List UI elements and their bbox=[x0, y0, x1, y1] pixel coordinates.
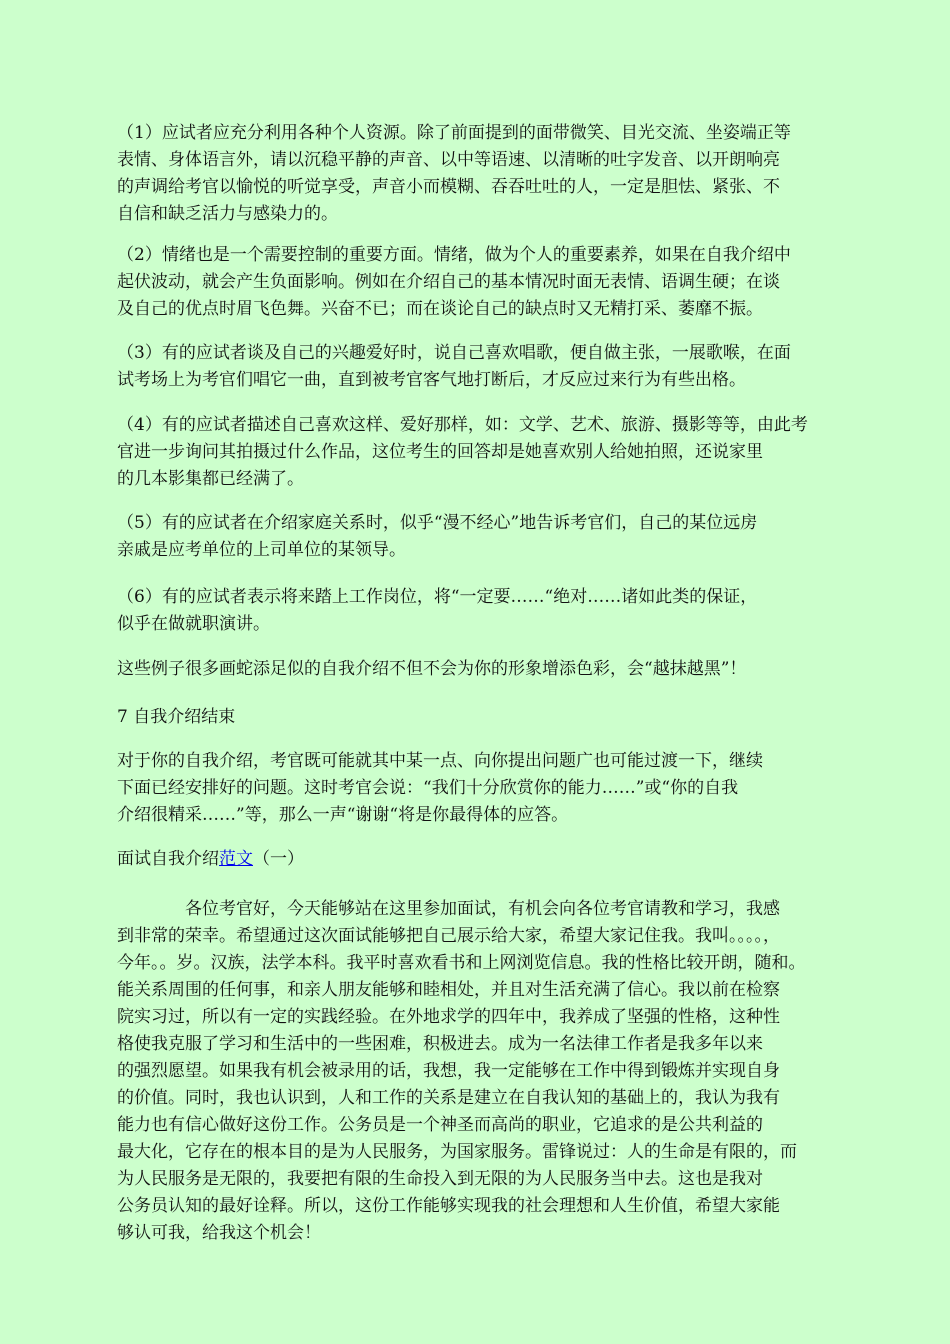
paragraph-2 bbox=[117, 242, 839, 323]
paragraph-5 bbox=[117, 510, 839, 564]
text-line: 院实习过，所以有一定的实践经验。在外地求学的四年中，我养成了坚强的性格，这种性 bbox=[117, 1007, 780, 1027]
text-line: 试考场上为考官们唱它一曲，直到被考官客气地打断后，才反应过来行为有些出格。 bbox=[117, 370, 746, 390]
text-line: （5）有的应试者在介绍家庭关系时，似乎“漫不经心”地告诉考官们，自己的某位远房 bbox=[117, 513, 758, 533]
text-line: （2）情绪也是一个需要控制的重要方面。情绪，做为个人的重要素养，如果在自我介绍中 bbox=[117, 245, 791, 265]
text-line: 亲戚是应考单位的上司单位的某领导。 bbox=[117, 540, 406, 560]
text-line: 7 自我介绍结束 bbox=[117, 707, 236, 727]
text-line: （1）应试者应充分利用各种个人资源。除了前面提到的面带微笑、目光交流、坐姿端正等 bbox=[117, 123, 791, 143]
text-line: 这些例子很多画蛇添足似的自我介绍不但不会为你的形象增添色彩，会“越抹越黑”！ bbox=[117, 659, 747, 679]
paragraph-7 bbox=[117, 656, 839, 683]
paragraph-4 bbox=[117, 412, 839, 493]
text-line: 官进一步询问其拍摄过什么作品，这位考生的回答却是她喜欢别人给她拍照，还说家里 bbox=[117, 442, 763, 462]
sample-heading-suffix: （一） bbox=[253, 849, 304, 869]
sample-heading bbox=[117, 846, 839, 873]
text-line: 起伏波动，就会产生负面影响。例如在介绍自己的基本情况时面无表情、语调生硬；在谈 bbox=[117, 272, 780, 292]
paragraph-1 bbox=[117, 120, 839, 228]
text-line: 最大化，它存在的根本目的是为人民服务，为国家服务。雷锋说过：人的生命是有限的，而 bbox=[117, 1142, 797, 1162]
text-line: 的价值。同时，我也认识到，人和工作的关系是建立在自我认知的基础上的，我认为我有 bbox=[117, 1088, 780, 1108]
text-line: 表情、身体语言外，请以沉稳平静的声音、以中等语速、以清晰的吐字发音、以开朗响亮 bbox=[117, 150, 780, 170]
text-line: （6）有的应试者表示将来踏上工作岗位，将“一定要……“绝对……诸如此类的保证， bbox=[117, 587, 758, 607]
text-line: 似乎在做就职演讲。 bbox=[117, 614, 270, 634]
text-line: 能力也有信心做好这份工作。公务员是一个神圣而高尚的职业，它追求的是公共利益的 bbox=[117, 1115, 763, 1135]
text-line: 为人民服务是无限的，我要把有限的生命投入到无限的为人民服务当中去。这也是我对 bbox=[117, 1169, 763, 1189]
text-line: （4）有的应试者描述自己喜欢这样、爱好那样，如：文学、艺术、旅游、摄影等等，由此考 bbox=[117, 415, 808, 435]
paragraph-6 bbox=[117, 584, 839, 638]
text-line: 的几本影集都已经满了。 bbox=[117, 469, 304, 489]
paragraph-9 bbox=[117, 748, 839, 829]
text-line: 下面已经安排好的问题。这时考官会说：“我们十分欣赏你的能力……”或“你的自我 bbox=[117, 778, 739, 798]
paragraph-3 bbox=[117, 340, 839, 394]
text-line: 格使我克服了学习和生活中的一些困难，积极进去。成为一名法律工作者是我多年以来 bbox=[117, 1034, 763, 1054]
sample-heading-prefix: 面试自我介绍 bbox=[117, 849, 219, 869]
text-line: 够认可我，给我这个机会！ bbox=[117, 1223, 321, 1243]
text-line: 对于你的自我介绍，考官既可能就其中某一点、向你提出问题广也可能过渡一下，继续 bbox=[117, 751, 763, 771]
text-line: 及自己的优点时眉飞色舞。兴奋不已；而在谈论自己的缺点时又无精打采、萎靡不振。 bbox=[117, 299, 763, 319]
sample-essay bbox=[117, 896, 839, 1247]
text-line: 今年。。岁。汉族，法学本科。我平时喜欢看书和上网浏览信息。我的性格比较开朗，随和。 bbox=[117, 953, 806, 973]
text-line: 能关系周围的任何事，和亲人朋友能够和睦相处，并且对生活充满了信心。我以前在检察 bbox=[117, 980, 780, 1000]
section-heading bbox=[117, 704, 839, 731]
text-line: （3）有的应试者谈及自己的兴趣爱好时，说自己喜欢唱歌，便自做主张，一展歌喉，在面 bbox=[117, 343, 791, 363]
text-line: 的强烈愿望。如果我有机会被录用的话，我想，我一定能够在工作中得到锻炼并实现自身 bbox=[117, 1061, 780, 1081]
text-line: 公务员认知的最好诠释。所以，这份工作能够实现我的社会理想和人生价值，希望大家能 bbox=[117, 1196, 780, 1216]
text-line: 各位考官好，今天能够站在这里参加面试，有机会向各位考官请教和学习，我感 bbox=[117, 899, 780, 919]
text-line: 自信和缺乏活力与感染力的。 bbox=[117, 204, 338, 224]
text-line: 到非常的荣幸。希望通过这次面试能够把自己展示给大家，希望大家记住我。我叫。。。。， bbox=[117, 926, 780, 946]
text-line: 的声调给考官以愉悦的听觉享受，声音小而模糊、吞吞吐吐的人，一定是胆怯、紧张、不 bbox=[117, 177, 780, 197]
sample-heading-line bbox=[117, 846, 839, 873]
text-line: 介绍很精采……”等，那么一声“谢谢“将是你最得体的应答。 bbox=[117, 805, 569, 825]
sample-link[interactable]: 范文 bbox=[219, 849, 253, 869]
